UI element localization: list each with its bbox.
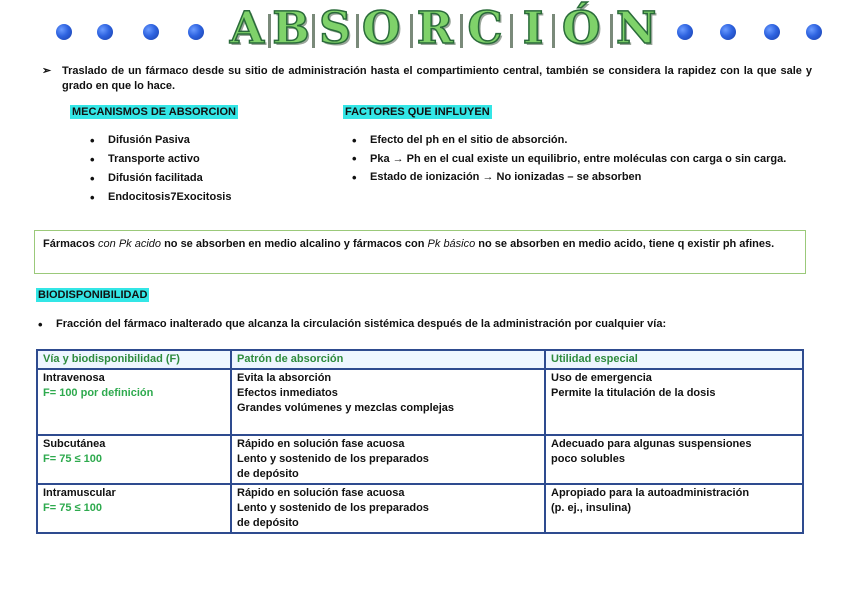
- table-header-row: [37, 350, 803, 369]
- pattern-line: Grandes volúmenes y mezclas complejas: [237, 402, 455, 414]
- blue-dot-icon: [677, 24, 693, 40]
- title-separator: [268, 14, 271, 48]
- intro-paragraph: [42, 64, 812, 94]
- list-item: • Difusión facilitada: [88, 169, 308, 188]
- note-emphasis: con Pk acido: [98, 238, 162, 250]
- table-row: [37, 369, 803, 435]
- list-item: • Transporte activo: [88, 150, 308, 169]
- mecanismos-section: [70, 106, 238, 118]
- title-separator: [312, 14, 315, 48]
- utility-line: poco solubles: [551, 453, 625, 465]
- title-separator: [610, 14, 613, 48]
- factores-list: [350, 131, 806, 187]
- pattern-line: Rápido en solución fase acuosa: [237, 438, 405, 450]
- route-name: Subcutánea: [43, 438, 106, 450]
- biodisponibilidad-section: [36, 289, 149, 301]
- note-text: no se absorben en medio acido, tiene q existir ph afines.: [475, 238, 775, 250]
- factores-heading: FACTORES QUE INFLUYEN: [345, 106, 490, 118]
- blue-dot-icon: [97, 24, 113, 40]
- route-f-value: F= 75 ≤ 100: [43, 502, 102, 514]
- column-header: Utilidad especial: [545, 350, 803, 369]
- route-name: Intravenosa: [43, 372, 105, 384]
- biodisponibilidad-heading: BIODISPONIBILIDAD: [38, 289, 148, 301]
- pattern-cell: [231, 369, 545, 435]
- title-letter: Ó: [562, 3, 601, 54]
- note-text: no se absorben en medio alcalino y fármacos con: [161, 238, 428, 250]
- pattern-line: de depósito: [237, 517, 299, 529]
- utility-line: (p. ej., insulina): [551, 502, 632, 514]
- note-text: Fármacos: [43, 238, 99, 250]
- list-item: • Estado de ionización → No ionizadas – se absorben: [350, 168, 806, 187]
- pattern-line: Rápido en solución fase acuosa: [237, 487, 405, 499]
- list-item: • Pka → Ph en el cual existe un equilibrio, entre moléculas con carga o sin carga.: [350, 150, 806, 168]
- pattern-line: Lento y sostenido de los preparados: [237, 453, 429, 465]
- blue-dot-icon: [764, 24, 780, 40]
- list-item: • Efecto del ph en el sitio de absorción.: [350, 131, 806, 150]
- list-item: • Difusión Pasiva: [88, 131, 308, 150]
- pattern-cell: [231, 435, 545, 484]
- title-letter: O: [362, 3, 401, 54]
- utility-cell: [545, 484, 803, 533]
- column-header: Patrón de absorción: [231, 350, 545, 369]
- utility-cell: [545, 435, 803, 484]
- arrow-bullet-icon: ➢: [42, 65, 52, 77]
- table-row: [37, 484, 803, 533]
- title-letter: S: [319, 3, 351, 54]
- title-separator: [410, 14, 413, 48]
- route-cell: [37, 435, 231, 484]
- vias-table: [36, 349, 804, 534]
- note-emphasis: Pk básico: [427, 238, 476, 250]
- table-row: [37, 435, 803, 484]
- route-cell: [37, 369, 231, 435]
- mecanismos-list: [88, 131, 308, 207]
- title-separator: [552, 14, 555, 48]
- blue-dot-icon: [188, 24, 204, 40]
- mecanismos-heading: MECANISMOS DE ABSORCION: [72, 106, 236, 118]
- title-letter: B: [272, 3, 310, 54]
- title-letter: N: [616, 3, 657, 54]
- note-box: [34, 230, 806, 274]
- utility-line: Uso de emergencia: [551, 372, 652, 384]
- title-letter: I: [522, 3, 544, 54]
- blue-dot-icon: [56, 24, 72, 40]
- route-name: Intramuscular: [43, 487, 116, 499]
- title-letter: C: [467, 3, 503, 54]
- title-separator: [460, 14, 463, 48]
- pattern-line: Lento y sostenido de los preparados: [237, 502, 429, 514]
- utility-line: Apropiado para la autoadministración: [551, 487, 750, 499]
- blue-dot-icon: [720, 24, 736, 40]
- route-f-value: F= 75 ≤ 100: [43, 453, 102, 465]
- pattern-cell: [231, 484, 545, 533]
- title-separator: [356, 14, 359, 48]
- blue-dot-icon: [806, 24, 822, 40]
- route-f-value: F= 100 por definición: [43, 387, 154, 399]
- pattern-line: de depósito: [237, 468, 299, 480]
- utility-line: Permite la titulación de la dosis: [551, 387, 716, 399]
- column-header: Vía y biodisponibilidad (F): [37, 350, 231, 369]
- pattern-line: Evita la absorción: [237, 372, 332, 384]
- title-banner: [0, 2, 848, 58]
- list-item: • Endocitosis7Exocitosis: [88, 188, 308, 207]
- route-cell: [37, 484, 231, 533]
- list-item: • Fracción del fármaco inalterado que alcanza la circulación sistémica después de la administración por cualquier vía:: [36, 315, 826, 334]
- intro-text: Traslado de un fármaco desde su sitio de administración hasta el compartimiento central, también se considera la rapidez con la que sale y grado en que lo hace.: [62, 65, 812, 92]
- title-letter: R: [416, 3, 454, 54]
- factores-section: [343, 106, 492, 118]
- pattern-line: Efectos inmediatos: [237, 387, 338, 399]
- blue-dot-icon: [143, 24, 159, 40]
- biodisponibilidad-bullet: [36, 315, 826, 334]
- utility-line: Adecuado para algunas suspensiones: [551, 438, 752, 450]
- utility-cell: [545, 369, 803, 435]
- title-separator: [510, 14, 513, 48]
- title-letter: A: [229, 3, 265, 54]
